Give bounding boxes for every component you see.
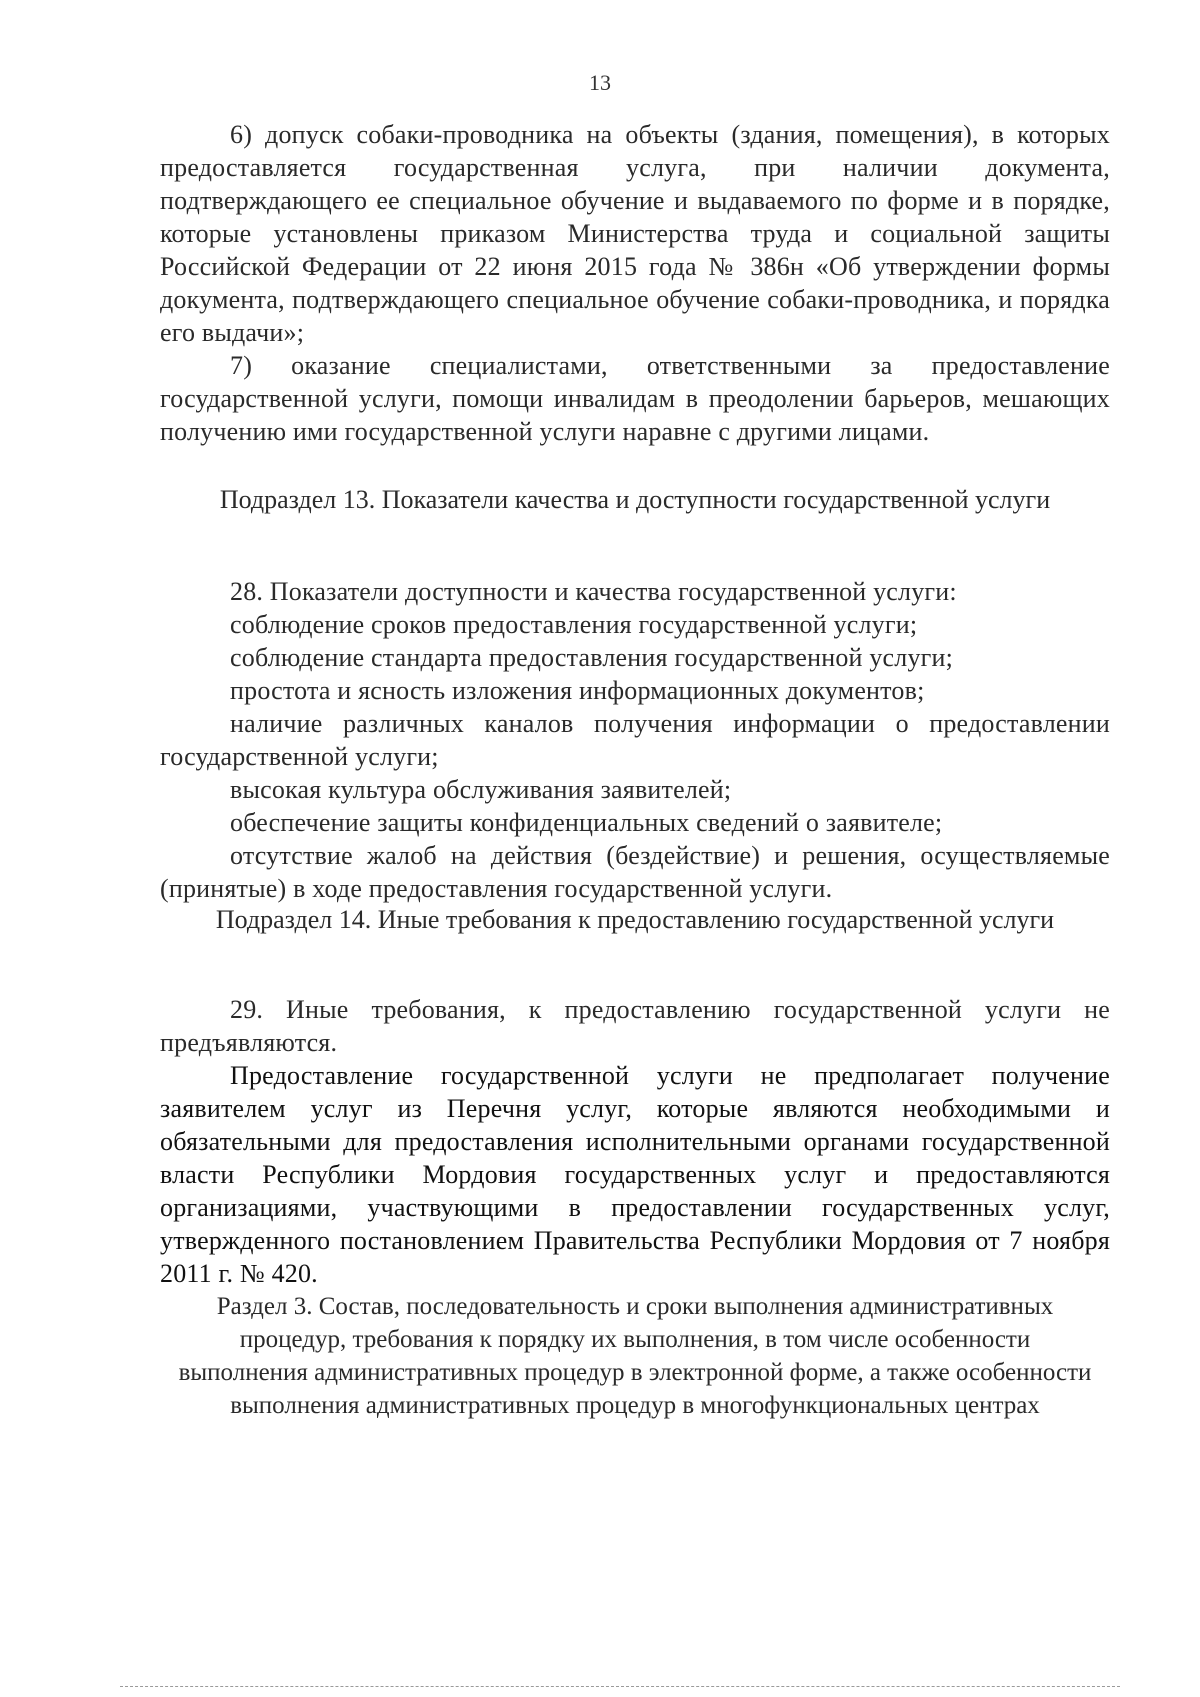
quality-indicators-block [160,575,1110,905]
subsection-14-heading: Подраздел 14. Иные требования к предоставлению государственной услуги [215,905,1055,934]
section-3-heading: Раздел 3. Состав, последовательность и сроки выполнения административных процедур, требования к порядку их выполнения, в том числе особенности выполнения административных процедур в электронной форме, а также особенности выполнения административных процедур в многофункциональных центрах [178,1293,1092,1419]
indicator-line: соблюдение стандарта предоставления государственной услуги; [230,643,954,672]
indicator-line: наличие различных каналов получения информации о предоставлении государственной услуги; [160,709,1110,771]
subsection-13-heading: Подраздел 13. Показатели качества и доступности государственной услуги [219,485,1051,514]
indicator-line: простота и ясность изложения информационных документов; [230,676,925,705]
accessibility-measures-block [160,118,1110,448]
paragraph-29: 29. Иные требования, к предоставлению государственной услуги не предъявляются. [160,995,1110,1057]
page-number: 13 [589,70,611,95]
indicator-line: соблюдение сроков предоставления государственной услуги; [230,610,918,639]
paragraph-mfc: Предоставление государственной услуги не предполагает получение заявителем услуг из Перечня услуг, которые являются необходимыми и обязательными для предоставления исполнительными органами государственной власти Республики Мордовия государственных услуг и предоставляются организациями, участвующими в предоставлении государственных услуг, утвержденного постановлением Правительства Республики Мордовия от 7 ноября 2011 г. № 420. [160,1061,1110,1288]
indicator-line: высокая культура обслуживания заявителей; [230,775,732,804]
paragraph-item-6: 6) допуск собаки-проводника на объекты (здания, помещения), в которых предоставляется государственная услуга, при наличии документа, подтверждающего ее специальное обучение и выдаваемого по форме и в порядке, которые установлены приказом Министерства труда и социальной защиты Российской Федерации от 22 июня 2015 года № 386н «Об утверждении формы документа, подтверждающего специальное обучение собаки-проводника, и порядка его выдачи»; [160,120,1110,347]
other-requirements-block [160,993,1110,1290]
indicator-line: обеспечение защиты конфиденциальных сведений о заявителе; [230,808,943,837]
bottom-scan-line [120,1686,1120,1687]
indicator-line: отсутствие жалоб на действия (бездействие) и решения, осуществляемые (принятые) в ходе предоставления государственной услуги. [160,841,1110,903]
paragraph-28: 28. Показатели доступности и качества государственной услуги: [230,577,957,606]
paragraph-item-7: 7) оказание специалистами, ответственными за предоставление государственной услуги, помощи инвалидам в преодолении барьеров, мешающих получению ими государственной услуги наравне с другими лицами. [160,351,1110,446]
